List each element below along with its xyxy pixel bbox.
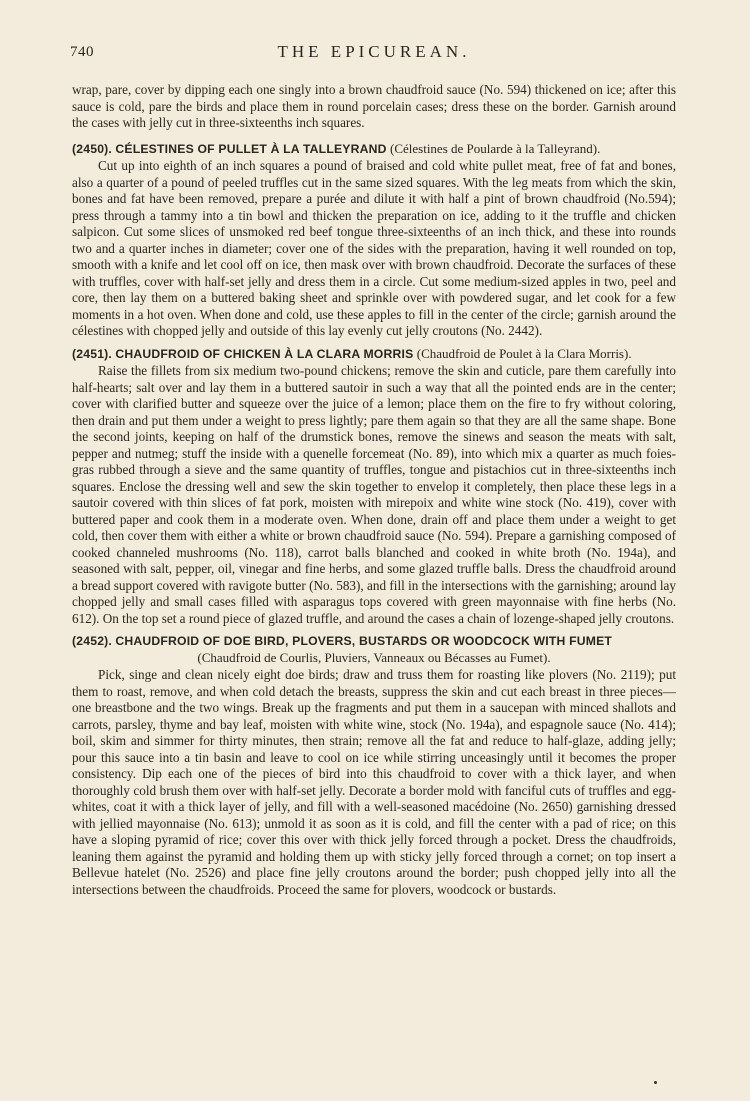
recipe-heading [72, 346, 676, 363]
recipe-heading [72, 633, 676, 666]
recipe-2450 [72, 141, 676, 340]
recipe-number: (2452). [72, 634, 113, 648]
recipe-heading [72, 141, 676, 158]
recipe-body: Pick, singe and clean nicely eight doe birds; draw and truss them for roasting like plovers (No. 2119); put them to roast, remove, and when cold detach the breasts, suppress the skin and cut each breast in three pieces—one breastbone and the two wings. Break up the fragments and put them in a saucepan with minced shallots and carrots, parsley, thyme and bay leaf, moisten with white wine, stock (No. 194a), and espagnole sauce (No. 414); boil, skim and simmer for thirty minutes, then strain; remove all the fat and reduce to half-glaze, adding jelly; pour this sauce into a tin basin and leave to cool on ice while stirring unceasingly until it becomes the proper consistency. Dip each one of the pieces of bird into this chaudfroid to cover with a thick layer, and when thoroughly cold brush them over with half-set jelly. Decorate a border mold with fanciful cuts of truffles and egg-whites, coat it with a thick layer of jelly, and fill with a well-seasoned macédoine (No. 2650) garnishing dressed with jellied mayonnaise (No. 613); unmold it as soon as it is cold, and fill the center with a pad of rice; on this have a sloping pyramid of rice; cover this over with thick jelly forced through a pocket. Dress the chaudfroids, leaning them against the pyramid and holding them up with sticky jelly forced through a cornet; on top insert a Bellevue hatelet (No. 2526) and place fine jelly croutons around the border; push chopped jelly into all the intersections between the chaudfroids. Proceed the same for plovers, woodcock or bustards. [72, 667, 676, 897]
recipe-body: Raise the fillets from six medium two-pound chickens; remove the skin and cuticle, pare them carefully into half-hearts; salt over and lay them in a buttered sautoir in such a way that all the pointed ends are in the center; cover with clarified butter and squeeze over the juice of a lemon; place them on the fire to fry without coloring, then drain and put them under a weight to press lightly; pare them again so that they are all the same shape. Bone the second joints, keeping on half of the drumstick bones, remove the sinews and season the meats with salt, pepper and nutmeg; stuff the inside with a quenelle forcemeat (No. 89), into which mix a quarter as much foies-gras rubbed through a sieve and the same quantity of truffles, tongue and pistachios cut in three-sixteenths inch squares. Enclose the dressing well and sew the skin together to envelop it completely, then place these legs in a sautoir covered with thin slices of fat pork, moisten with mirepoix and white wine stock (No. 419), cover with buttered paper and cook them in a moderate oven. When done, drain off and place them under a weight to get cold, then cover them with either a white or brown chaudfroid sauce (No. 594). Prepare a garnishing composed of cooked channeled mushrooms (No. 118), carrot balls blanched and cooked in white broth (No. 194a), and seasoned with salt, pepper, oil, vinegar and fine herbs, and some glazed truffle balls. Dress the chaudfroid around a bread support covered with ravigote butter (No. 583), and fill in the intersections with the garnishing; around lay chopped jelly and small cases filled with asparagus tops covered with green mayonnaise with fine herbs (No. 612). On the top set a round piece of glazed truffle, and around the cases a chain of lozenge-shaped jelly croutons. [72, 363, 676, 626]
recipe-2452 [72, 633, 676, 898]
recipe-number: (2451). [72, 346, 113, 361]
running-title: THE EPICUREAN. [277, 42, 471, 61]
recipe-title: CÉLESTINES OF PULLET À LA TALLEYRAND [115, 141, 387, 156]
recipe-number: (2450). [72, 141, 113, 156]
recipe-2451 [72, 346, 676, 628]
recipe-title: CHAUDFROID OF CHICKEN À LA CLARA MORRIS [115, 346, 414, 361]
page-number: 740 [70, 44, 94, 60]
recipe-body: Cut up into eighth of an inch squares a pound of braised and cold white pullet meat, free of fat and bones, also a quarter of a pound of peeled truffles cut in the same sized squares. With the leg meats from which the skin, bones and fat have been removed, prepare a purée and dilute it with half a pint of brown chaudfroid (No.594); press through a tammy into a tin bowl and thicken the preparation on ice, adding to it the truffle and chicken salpicon. Cut some slices of unsmoked red beef tongue three-sixteenths of an inch thick, and these into rounds two and a quarter inches in diameter; cover one of the sides with the preparation, having it well rounded on top, smooth with a knife and let cool off on ice, then mask over with brown chaudfroid. Decorate the surfaces of these with truffles, cover with half-set jelly and dress them in a circle. Cut some medium-sized apples in two, peel and core, then lay them on a buttered baking sheet and sprinkle over with powdered sugar, and let cook for a few moments in a hot oven. When done and cold, use these apples to fill in the center of the circle; garnish around the célestines with chopped jelly and outside of this lay evenly cut jelly croutons (No. 2442). [72, 158, 676, 338]
ink-speck [654, 1081, 657, 1084]
recipe-subtitle: (Chaudfroid de Courlis, Pluviers, Vanneaux ou Bécasses au Fumet). [197, 649, 551, 665]
recipe-title: CHAUDFROID OF DOE BIRD, PLOVERS, BUSTARDS OR WOODCOCK WITH FUMET [115, 634, 613, 648]
running-head [72, 38, 676, 68]
recipe-subtitle: (Célestines de Poularde à la Talleyrand). [390, 140, 601, 156]
intro-paragraph: wrap, pare, cover by dipping each one singly into a brown chaudfroid sauce (No. 594) thickened on ice; after this sauce is cold, pare the birds and place them in round porcelain cases; dress these on the border. Garnish around the cases with jelly cut in three-sixteenths inch squares. [72, 82, 676, 130]
recipe-subtitle: (Chaudfroid de Poulet à la Clara Morris). [416, 345, 632, 361]
